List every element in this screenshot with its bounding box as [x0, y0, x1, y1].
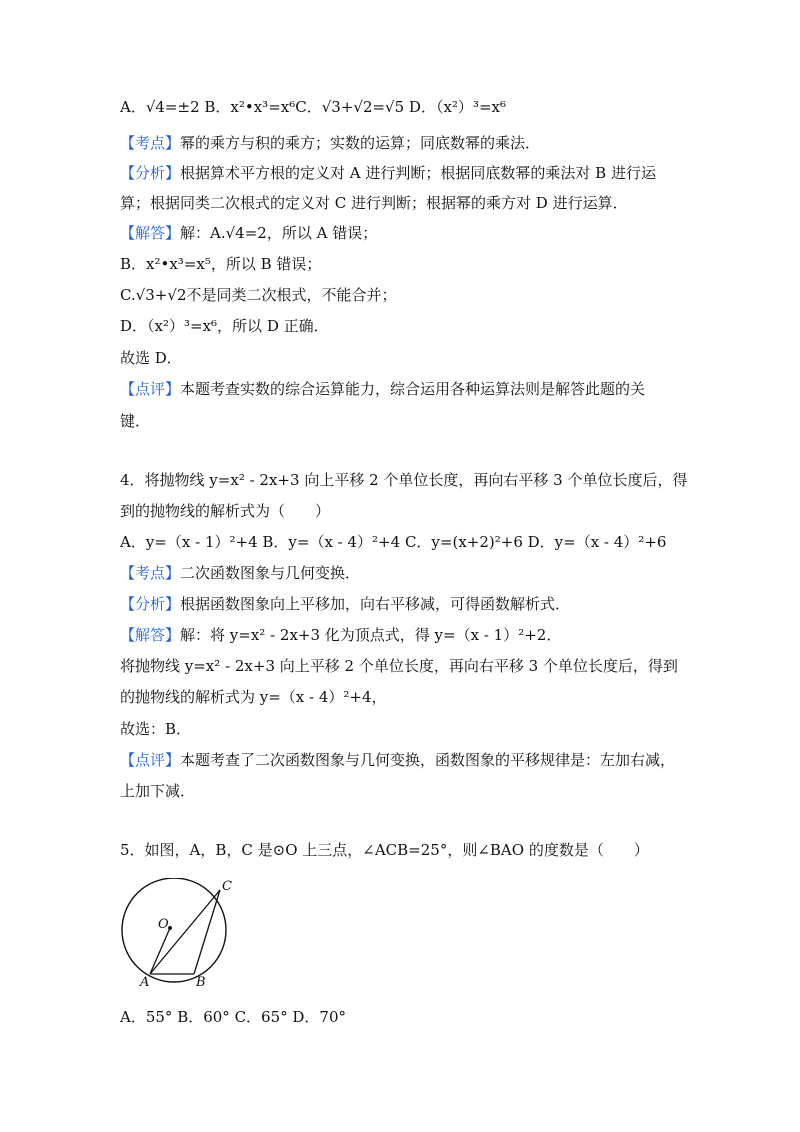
q4-options: A．y=（x - 1）²+4 B．y=（x - 4）²+4 C．y=(x+2)²+6 D．y=（x - 4）²+6	[120, 533, 667, 551]
label-b: B	[196, 975, 206, 990]
q3-fenxi-text-1: 根据算术平方根的定义对 A 进行判断；根据同底数幂的乘法对 B 进行运	[180, 164, 656, 182]
q3-dianping-tag: 【点评】	[120, 380, 181, 398]
q4-stem-1: 4．将抛物线 y=x² - 2x+3 向上平移 2 个单位长度，再向右平移 3 个单位长度后，得	[120, 471, 688, 489]
q3-line-c: C.√3+√2不是同类二次根式，不能合并；	[120, 286, 397, 304]
circle-outline	[122, 878, 226, 982]
q4-kaodian	[120, 562, 690, 586]
q4-dianping-line-2: 上加下减．	[120, 782, 196, 800]
q3-jieda	[120, 222, 690, 246]
q4-line-3: 的抛物线的解析式为 y=（x - 4）²+4，	[120, 688, 387, 706]
q3-dianping-text-1: 本题考查实数的综合运算能力，综合运用各种运算法则是解答此题的关	[180, 380, 646, 398]
q4-kaodian-text: 二次函数图象与几何变换．	[180, 564, 361, 582]
q4-jieda-text: 解：将 y=x² - 2x+3 化为顶点式，得 y=（x - 1）²+2．	[180, 626, 562, 644]
q3-line-b: B．x²•x³=x⁵，所以 B 错误；	[120, 255, 322, 273]
q4-fenxi-tag: 【分析】	[120, 595, 181, 613]
q3-fenxi-line-1	[120, 162, 690, 186]
q3-line-d: D．（x²）³=x⁶，所以 D 正确．	[120, 317, 329, 335]
label-a: A	[140, 975, 150, 990]
q3-dianping-line-2: 键．	[120, 412, 151, 430]
q3-options: A．√4=±2 B．x²•x³=x⁶C．√3+√2=√5 D．（x²）³=x⁶	[120, 98, 506, 116]
q4-dianping-text-1: 本题考查了二次函数图象与几何变换，函数图象的平移规律是：左加右减，	[180, 751, 676, 769]
circle-diagram	[112, 878, 237, 993]
q3-dianping-line-1	[120, 378, 690, 402]
q4-stem-2: 到的抛物线的解析式为（ ）	[120, 502, 331, 520]
q4-fenxi	[120, 593, 690, 617]
segment-ac	[150, 890, 220, 974]
q5-options: A．55° B．60° C．65° D．70°	[120, 1008, 347, 1026]
label-o: O	[158, 917, 169, 932]
q4-jieda	[120, 624, 690, 648]
q3-jieda-text: 解：A.√4=2，所以 A 错误；	[180, 224, 378, 242]
q3-fenxi-line-2: 算；根据同类二次根式的定义对 C 进行判断；根据幂的乘方对 D 进行运算．	[120, 194, 628, 212]
q3-kaodian-tag: 【考点】	[120, 134, 181, 152]
q4-choose: 故选：B．	[120, 720, 192, 738]
label-c: C	[222, 879, 232, 894]
q4-fenxi-text: 根据函数图象向上平移加，向右平移减，可得函数解析式．	[180, 595, 571, 613]
q4-jieda-tag: 【解答】	[120, 626, 181, 644]
q3-choose: 故选 D．	[120, 349, 182, 367]
segment-ao	[150, 928, 170, 974]
circle-figure	[112, 878, 237, 993]
q4-kaodian-tag: 【考点】	[120, 564, 181, 582]
q3-kaodian	[120, 132, 690, 156]
q3-jieda-tag: 【解答】	[120, 224, 181, 242]
q4-dianping-tag: 【点评】	[120, 751, 181, 769]
q3-fenxi-tag: 【分析】	[120, 164, 181, 182]
q3-kaodian-text: 幂的乘方与积的乘方；实数的运算；同底数幂的乘法．	[180, 134, 541, 152]
q4-line-2: 将抛物线 y=x² - 2x+3 向上平移 2 个单位长度，再向右平移 3 个单位长度后，得到	[120, 657, 678, 675]
q5-stem: 5．如图，A，B，C 是⊙O 上三点，∠ACB=25°，则∠BAO 的度数是（ ）	[120, 841, 649, 859]
q4-dianping-line-1	[120, 749, 690, 773]
